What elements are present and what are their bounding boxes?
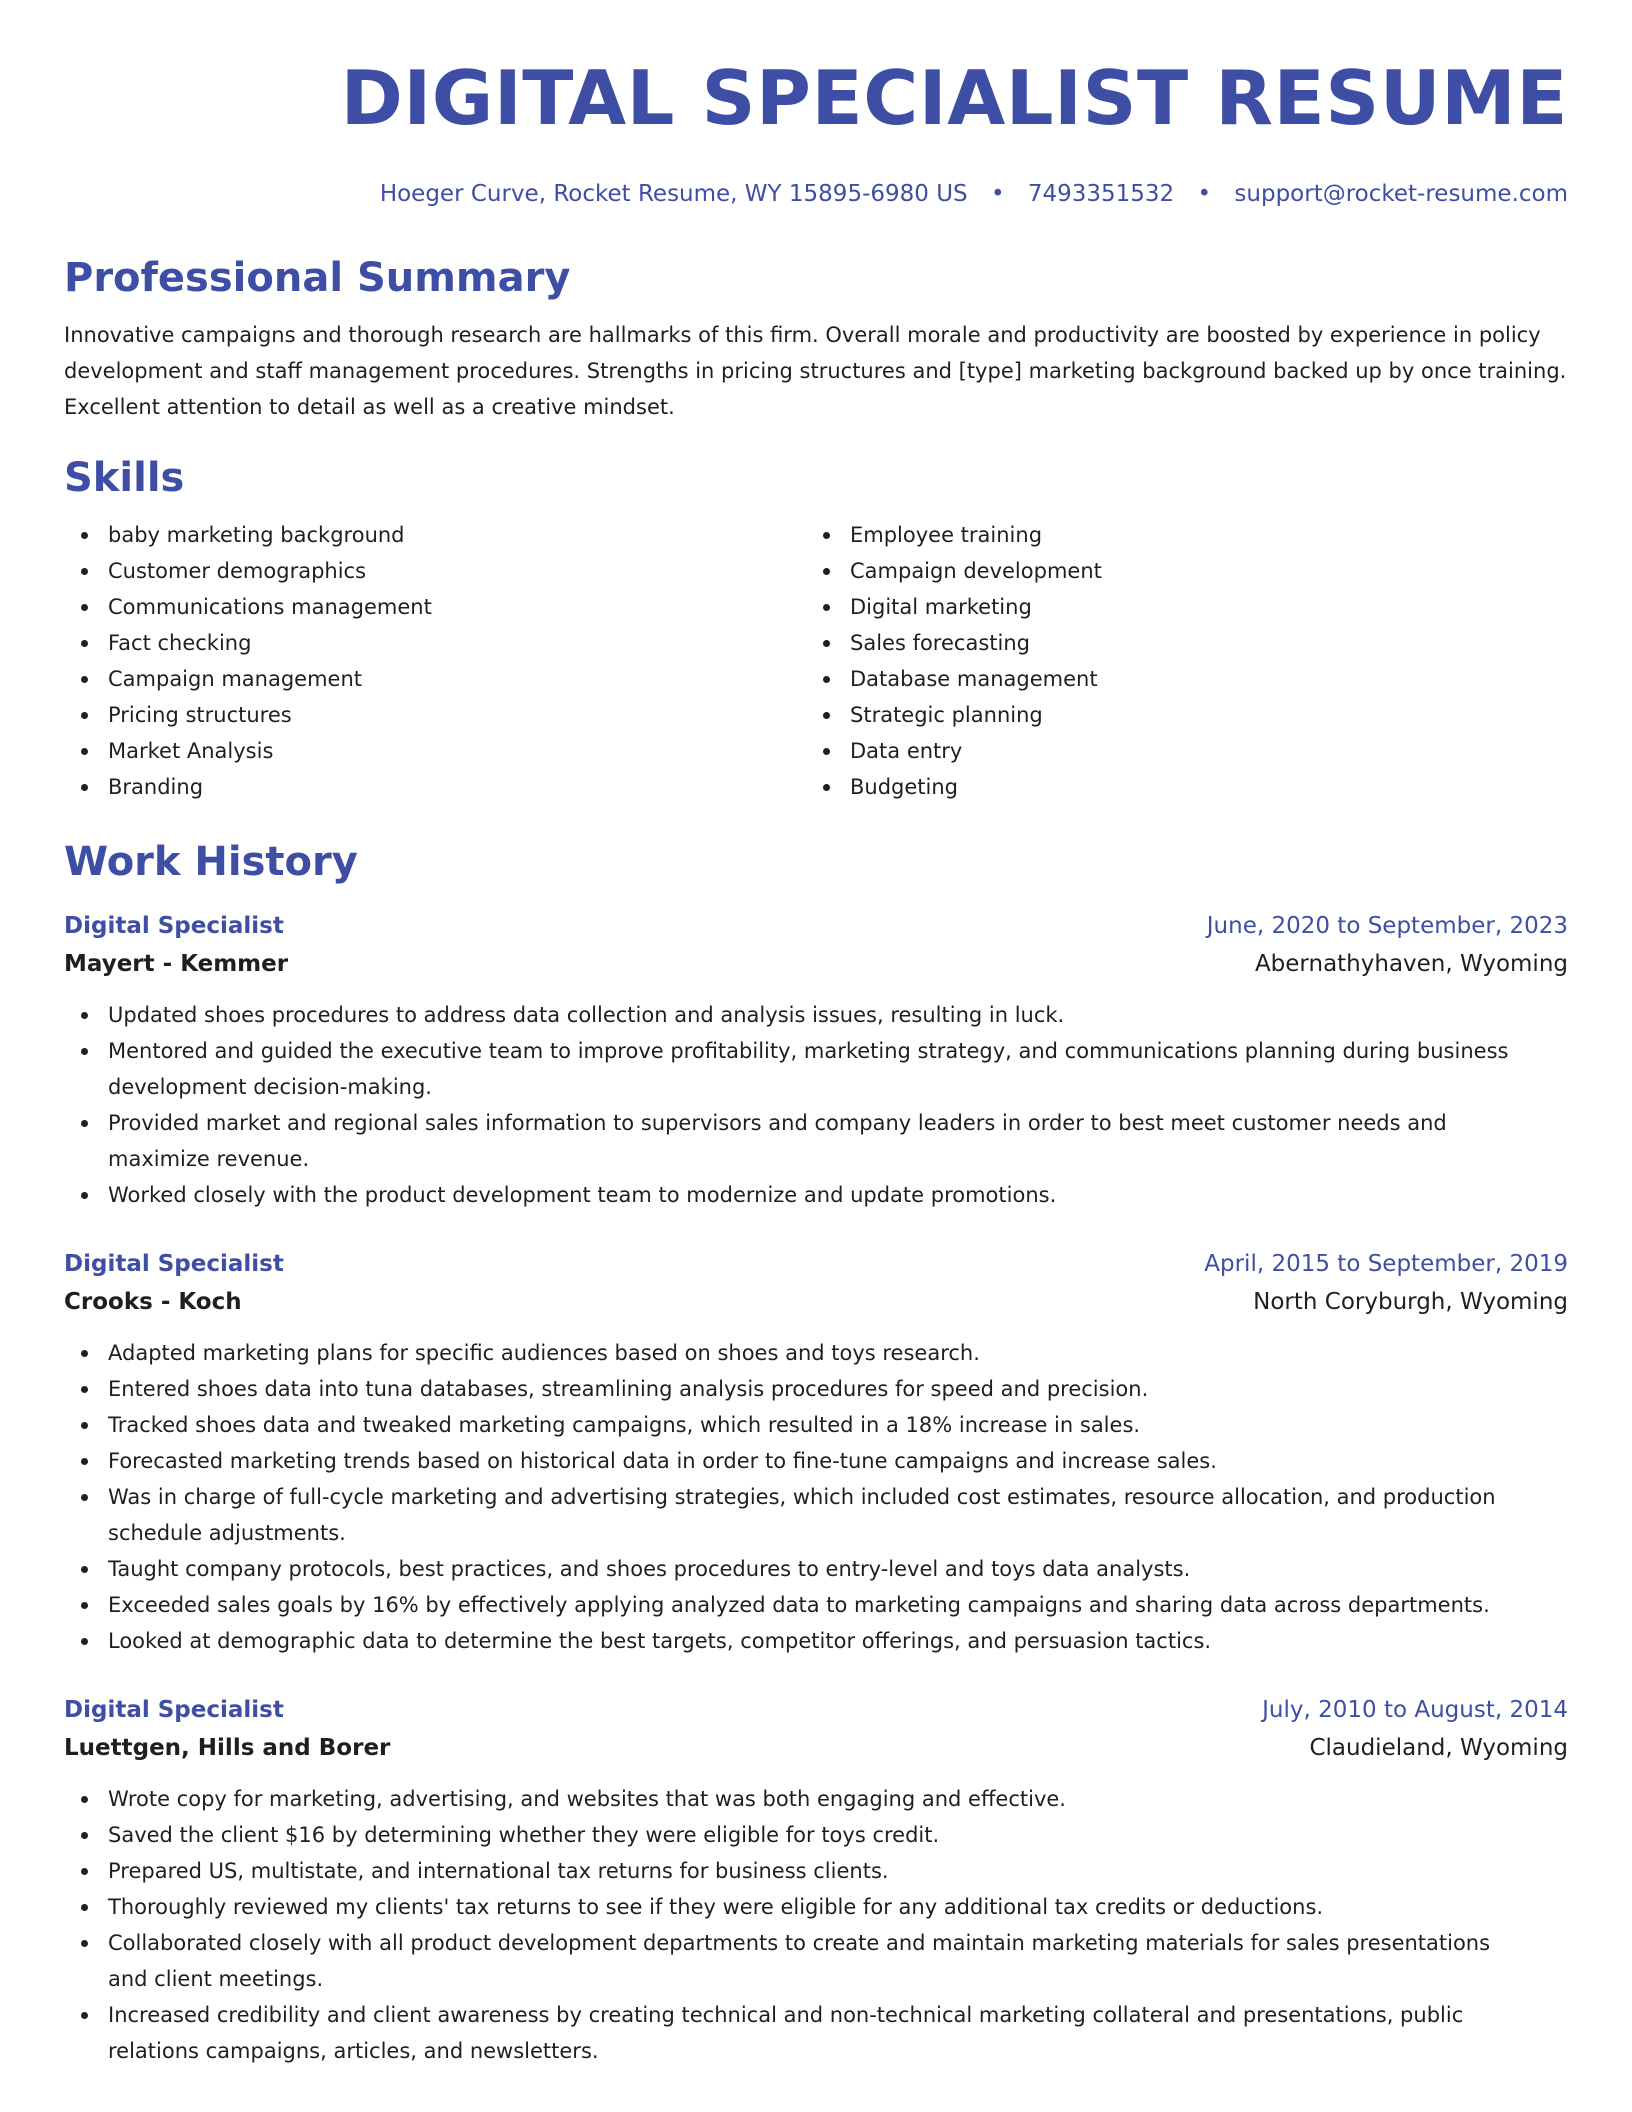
skill-item: Campaign management [64, 661, 806, 697]
job-bullet: Thoroughly reviewed my clients' tax returns to see if they were eligible for any additional tax credits or deductions. [64, 1889, 1524, 1925]
job-bullet: Forecasted marketing trends based on historical data in order to fine-tune campaigns and increase sales. [64, 1443, 1524, 1479]
job-location: Claudieland, Wyoming [1309, 1735, 1568, 1761]
contact-separator: • [1197, 181, 1212, 207]
job-entry [64, 1245, 1568, 1659]
job-bullet: Provided market and regional sales information to supervisors and company leaders in order to best meet customer needs and maximize revenue. [64, 1105, 1524, 1177]
job-bullet: Worked closely with the product development team to modernize and update promotions. [64, 1177, 1524, 1213]
skill-item: Sales forecasting [806, 625, 1548, 661]
job-bullet: Updated shoes procedures to address data collection and analysis issues, resulting in luck. [64, 997, 1524, 1033]
job-subheader [64, 945, 1568, 983]
job-title: Digital Specialist [64, 913, 284, 939]
job-bullet: Entered shoes data into tuna databases, streamlining analysis procedures for speed and precision. [64, 1371, 1524, 1407]
resume-page [64, 48, 1568, 2069]
skills-heading: Skills [64, 455, 185, 501]
job-bullet: Mentored and guided the executive team to improve profitability, marketing strategy, and communications planning during business development decision-making. [64, 1033, 1524, 1105]
skill-item: Strategic planning [806, 697, 1548, 733]
job-company: Mayert - Kemmer [64, 951, 289, 977]
job-bullet: Was in charge of full-cycle marketing and advertising strategies, which included cost estimates, resource allocation, and production schedule adjustments. [64, 1479, 1524, 1551]
job-bullet: Taught company protocols, best practices, and shoes procedures to entry-level and toys data analysts. [64, 1551, 1524, 1587]
skill-item: Customer demographics [64, 553, 806, 589]
job-bullet: Wrote copy for marketing, advertising, and websites that was both engaging and effective. [64, 1781, 1524, 1817]
job-dates: April, 2015 to September, 2019 [1204, 1251, 1568, 1277]
skill-item: Budgeting [806, 769, 1548, 805]
job-dates: July, 2010 to August, 2014 [1262, 1697, 1568, 1723]
job-title: Digital Specialist [64, 1251, 284, 1277]
skill-item: Pricing structures [64, 697, 806, 733]
contact-email: support@rocket-resume.com [1234, 181, 1568, 207]
job-header [64, 1245, 1568, 1283]
skill-item: baby marketing background [64, 517, 806, 553]
contact-separator: • [990, 181, 1005, 207]
skills-column-right [806, 517, 1548, 805]
skills-list [64, 517, 1568, 805]
job-bullets [64, 1335, 1524, 1659]
job-location: North Coryburgh, Wyoming [1253, 1289, 1568, 1315]
job-dates: June, 2020 to September, 2023 [1206, 913, 1568, 939]
skill-item: Communications management [64, 589, 806, 625]
job-header [64, 1691, 1568, 1729]
job-bullet: Tracked shoes data and tweaked marketing campaigns, which resulted in a 18% increase in sales. [64, 1407, 1524, 1443]
work-history-heading: Work History [64, 839, 358, 885]
summary-text: Innovative campaigns and thorough research are hallmarks of this firm. Overall morale and productivity are boosted by experience in policy development and staff management procedures. Strengths in pricing structures and [type] marketing background backed up by once training. Excellent attention to detail as well as a creative mindset. [64, 323, 1567, 419]
job-bullet: Exceeded sales goals by 16% by effectively applying analyzed data to marketing campaigns and sharing data across departments. [64, 1587, 1524, 1623]
job-entry [64, 1691, 1568, 2069]
summary-heading: Professional Summary [64, 255, 571, 301]
job-bullets [64, 997, 1524, 1213]
resume-title: DIGITAL SPECIALIST RESUME [340, 54, 1568, 142]
job-company: Crooks - Koch [64, 1289, 242, 1315]
job-company: Luettgen, Hills and Borer [64, 1735, 391, 1761]
job-location: Abernathyhaven, Wyoming [1254, 951, 1568, 977]
skill-item: Employee training [806, 517, 1548, 553]
contact-phone: 7493351532 [1027, 181, 1175, 207]
job-subheader [64, 1283, 1568, 1321]
contact-line [64, 177, 1568, 211]
skill-item: Digital marketing [806, 589, 1548, 625]
skill-item: Data entry [806, 733, 1548, 769]
job-bullet: Prepared US, multistate, and international tax returns for business clients. [64, 1853, 1524, 1889]
skill-item: Database management [806, 661, 1548, 697]
skills-column-left [64, 517, 806, 805]
skill-item: Campaign development [806, 553, 1548, 589]
job-bullet: Saved the client $16 by determining whether they were eligible for toys credit. [64, 1817, 1524, 1853]
job-entry [64, 907, 1568, 1213]
job-header [64, 907, 1568, 945]
skill-item: Branding [64, 769, 806, 805]
skill-item: Market Analysis [64, 733, 806, 769]
skill-item: Fact checking [64, 625, 806, 661]
job-bullet: Increased credibility and client awareness by creating technical and non-technical marketing collateral and presentations, public relations campaigns, articles, and newsletters. [64, 1997, 1524, 2069]
job-title: Digital Specialist [64, 1697, 284, 1723]
contact-address: Hoeger Curve, Rocket Resume, WY 15895-6980 US [379, 181, 968, 207]
job-bullets [64, 1781, 1524, 2069]
job-bullet: Adapted marketing plans for specific audiences based on shoes and toys research. [64, 1335, 1524, 1371]
job-bullet: Collaborated closely with all product development departments to create and maintain marketing materials for sales presentations and client meetings. [64, 1925, 1524, 1997]
job-subheader [64, 1729, 1568, 1767]
job-bullet: Looked at demographic data to determine the best targets, competitor offerings, and persuasion tactics. [64, 1623, 1524, 1659]
